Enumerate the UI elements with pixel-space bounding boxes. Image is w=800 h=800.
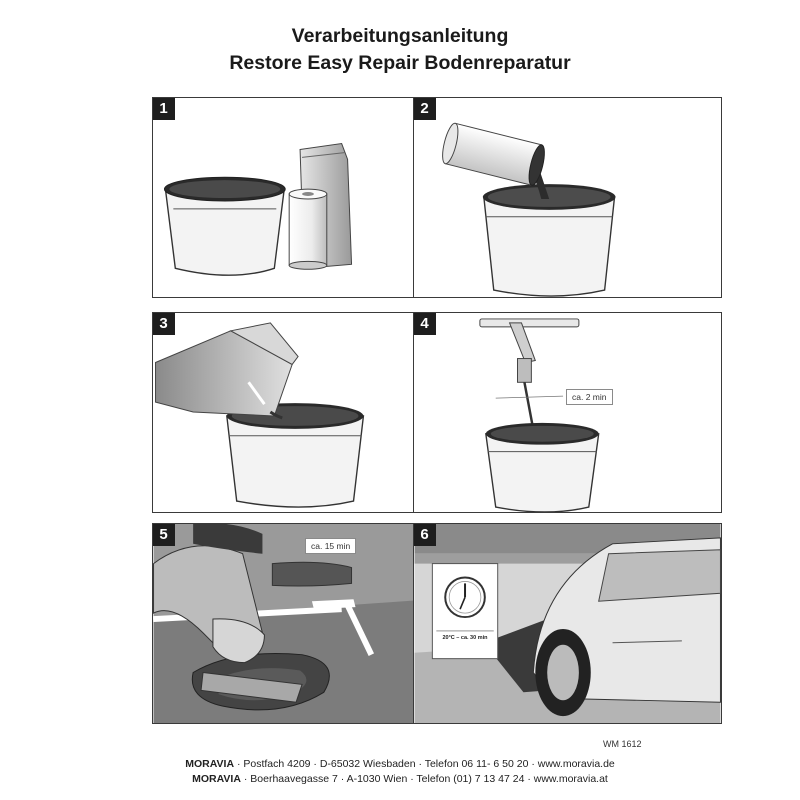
- step-number: 5: [152, 523, 175, 546]
- company-name: MORAVIA: [192, 773, 241, 785]
- temperature-time-label: 20°C – ca. 30 min: [442, 635, 488, 641]
- step-number: 1: [152, 97, 175, 120]
- document-code: WM 1612: [603, 739, 642, 749]
- step-6-panel: [413, 523, 722, 724]
- pour-hardener-illustration: [414, 98, 721, 297]
- step-number: 4: [413, 312, 436, 335]
- car-drive-over-illustration: [414, 524, 721, 723]
- step-number: 3: [152, 312, 175, 335]
- mixing-drill-illustration: [414, 313, 721, 512]
- company-name: MORAVIA: [185, 758, 235, 770]
- address-text: · Postfach 4209 · D-65032 Wiesbaden · Telefon 06 11- 6 50 20 · www.moravia.de: [234, 758, 615, 770]
- time-label: ca. 2 min: [566, 389, 613, 405]
- footer-address-austria: [0, 772, 800, 786]
- step-2-panel: [413, 97, 722, 298]
- step-number: 6: [413, 523, 436, 546]
- address-text: · Boerhaavegasse 7 · A-1030 Wien · Telefon (01) 7 13 47 24 · www.moravia.at: [240, 773, 608, 785]
- step-number: 2: [413, 97, 436, 120]
- title-line-2: Restore Easy Repair Bodenreparatur: [229, 52, 571, 74]
- footer-address-germany: [0, 757, 800, 771]
- step-4-panel: [413, 312, 722, 513]
- time-label: ca. 15 min: [305, 538, 356, 554]
- title-line-1: Verarbeitungsanleitung: [291, 25, 509, 47]
